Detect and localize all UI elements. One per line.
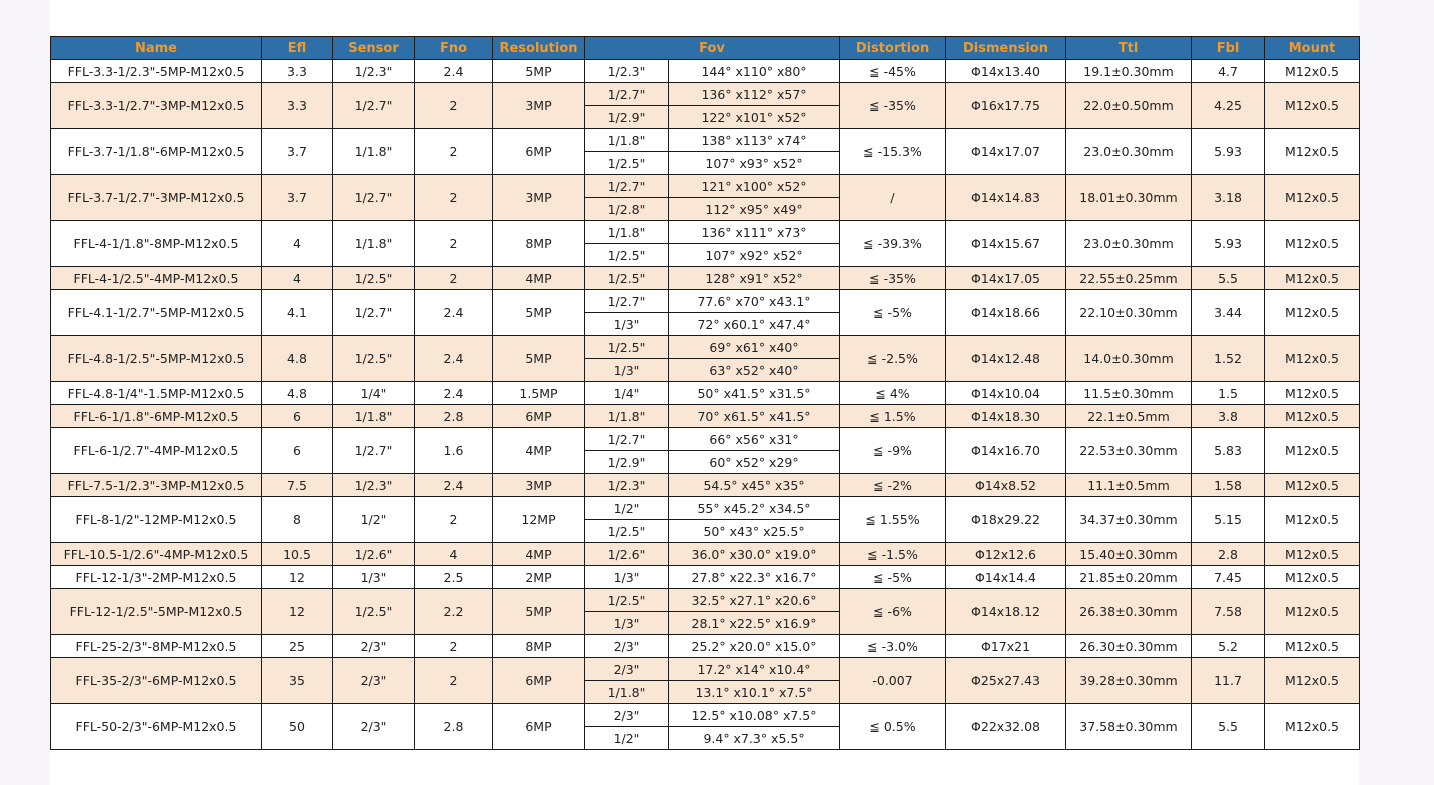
cell-fov-sensor: 2/3" (585, 658, 669, 681)
cell-distortion: ≦ -15.3% (840, 129, 946, 175)
cell-ttl: 22.1±0.5mm (1066, 405, 1192, 428)
cell-fbl: 7.58 (1192, 589, 1265, 635)
cell-fov-sensor: 1/1.8" (585, 221, 669, 244)
cell-fov-sensor: 1/2.7" (585, 428, 669, 451)
cell-fov-sensor: 1/2.6" (585, 543, 669, 566)
cell-fov-angles: 107° x92° x52° (669, 244, 840, 267)
table-row (51, 336, 1360, 359)
cell-fno: 2.4 (415, 290, 493, 336)
cell-fov-sensor: 1/3" (585, 313, 669, 336)
cell-fbl: 4.25 (1192, 83, 1265, 129)
cell-fno: 4 (415, 543, 493, 566)
cell-mount: M12x0.5 (1265, 267, 1360, 290)
cell-mount: M12x0.5 (1265, 704, 1360, 750)
cell-fov-angles: 13.1° x10.1° x7.5° (669, 681, 840, 704)
cell-dismension: Φ22x32.08 (946, 704, 1066, 750)
cell-fbl: 3.8 (1192, 405, 1265, 428)
cell-fov-sensor: 1/4" (585, 382, 669, 405)
cell-efl: 50 (262, 704, 333, 750)
cell-mount: M12x0.5 (1265, 589, 1360, 635)
cell-ttl: 11.1±0.5mm (1066, 474, 1192, 497)
cell-distortion: ≦ -39.3% (840, 221, 946, 267)
cell-distortion: -0.007 (840, 658, 946, 704)
cell-fbl: 5.93 (1192, 221, 1265, 267)
cell-name: FFL-8-1/2"-12MP-M12x0.5 (51, 497, 262, 543)
cell-name: FFL-12-1/2.5"-5MP-M12x0.5 (51, 589, 262, 635)
cell-mount: M12x0.5 (1265, 566, 1360, 589)
cell-name: FFL-25-2/3"-8MP-M12x0.5 (51, 635, 262, 658)
cell-fov-sensor: 1/2.5" (585, 336, 669, 359)
cell-efl: 8 (262, 497, 333, 543)
cell-fno: 2.8 (415, 704, 493, 750)
cell-fno: 2 (415, 658, 493, 704)
table-row (51, 83, 1360, 106)
table-row (51, 382, 1360, 405)
cell-resolution: 5MP (493, 60, 585, 83)
cell-fov-angles: 50° x43° x25.5° (669, 520, 840, 543)
cell-sensor: 2/3" (333, 635, 415, 658)
cell-sensor: 1/2.5" (333, 589, 415, 635)
cell-fov-sensor: 1/3" (585, 566, 669, 589)
cell-efl: 6 (262, 428, 333, 474)
cell-name: FFL-4-1/1.8"-8MP-M12x0.5 (51, 221, 262, 267)
cell-resolution: 3MP (493, 83, 585, 129)
cell-dismension: Φ14x17.07 (946, 129, 1066, 175)
cell-fov-angles: 77.6° x70° x43.1° (669, 290, 840, 313)
cell-ttl: 34.37±0.30mm (1066, 497, 1192, 543)
cell-fov-sensor: 1/1.8" (585, 129, 669, 152)
cell-fov-angles: 144° x110° x80° (669, 60, 840, 83)
cell-ttl: 26.30±0.30mm (1066, 635, 1192, 658)
cell-ttl: 39.28±0.30mm (1066, 658, 1192, 704)
table-row (51, 290, 1360, 313)
cell-ttl: 23.0±0.30mm (1066, 221, 1192, 267)
cell-mount: M12x0.5 (1265, 658, 1360, 704)
cell-mount: M12x0.5 (1265, 336, 1360, 382)
cell-fbl: 2.8 (1192, 543, 1265, 566)
cell-fbl: 5.93 (1192, 129, 1265, 175)
table-row (51, 589, 1360, 612)
cell-fno: 2.4 (415, 336, 493, 382)
cell-fno: 2 (415, 635, 493, 658)
cell-name: FFL-50-2/3"-6MP-M12x0.5 (51, 704, 262, 750)
cell-name: FFL-3.3-1/2.7"-3MP-M12x0.5 (51, 83, 262, 129)
cell-fov-angles: 32.5° x27.1° x20.6° (669, 589, 840, 612)
cell-fov-angles: 136° x112° x57° (669, 83, 840, 106)
cell-name: FFL-3.3-1/2.3"-5MP-M12x0.5 (51, 60, 262, 83)
lens-spec-table (50, 36, 1360, 750)
table-header-row (51, 37, 1360, 60)
cell-fbl: 3.18 (1192, 175, 1265, 221)
cell-name: FFL-6-1/2.7"-4MP-M12x0.5 (51, 428, 262, 474)
cell-efl: 6 (262, 405, 333, 428)
table-row (51, 267, 1360, 290)
cell-name: FFL-3.7-1/1.8"-6MP-M12x0.5 (51, 129, 262, 175)
cell-fov-angles: 122° x101° x52° (669, 106, 840, 129)
cell-sensor: 1/2.3" (333, 60, 415, 83)
table-row (51, 704, 1360, 727)
cell-ttl: 18.01±0.30mm (1066, 175, 1192, 221)
cell-fbl: 5.2 (1192, 635, 1265, 658)
cell-fno: 2 (415, 267, 493, 290)
header-efl: Efl (262, 37, 333, 60)
cell-resolution: 12MP (493, 497, 585, 543)
header-mount: Mount (1265, 37, 1360, 60)
cell-dismension: Φ14x10.04 (946, 382, 1066, 405)
cell-name: FFL-7.5-1/2.3"-3MP-M12x0.5 (51, 474, 262, 497)
cell-ttl: 19.1±0.30mm (1066, 60, 1192, 83)
cell-name: FFL-6-1/1.8"-6MP-M12x0.5 (51, 405, 262, 428)
cell-distortion: ≦ -9% (840, 428, 946, 474)
cell-sensor: 2/3" (333, 658, 415, 704)
cell-sensor: 1/2" (333, 497, 415, 543)
cell-dismension: Φ14x15.67 (946, 221, 1066, 267)
cell-fno: 2.2 (415, 589, 493, 635)
cell-name: FFL-12-1/3"-2MP-M12x0.5 (51, 566, 262, 589)
cell-fov-sensor: 1/2.5" (585, 244, 669, 267)
cell-fno: 2.4 (415, 474, 493, 497)
cell-sensor: 1/1.8" (333, 221, 415, 267)
cell-efl: 4.8 (262, 336, 333, 382)
cell-resolution: 4MP (493, 543, 585, 566)
cell-sensor: 1/2.7" (333, 83, 415, 129)
cell-ttl: 21.85±0.20mm (1066, 566, 1192, 589)
cell-fov-sensor: 1/2.5" (585, 589, 669, 612)
cell-distortion: ≦ -2% (840, 474, 946, 497)
cell-fov-sensor: 1/3" (585, 359, 669, 382)
cell-distortion: ≦ -5% (840, 566, 946, 589)
cell-dismension: Φ14x17.05 (946, 267, 1066, 290)
cell-resolution: 6MP (493, 704, 585, 750)
cell-dismension: Φ14x14.83 (946, 175, 1066, 221)
cell-mount: M12x0.5 (1265, 405, 1360, 428)
cell-resolution: 3MP (493, 175, 585, 221)
cell-fov-sensor: 1/2.8" (585, 198, 669, 221)
cell-distortion: ≦ -1.5% (840, 543, 946, 566)
cell-fov-sensor: 1/2.3" (585, 474, 669, 497)
cell-dismension: Φ12x12.6 (946, 543, 1066, 566)
cell-name: FFL-4.1-1/2.7"-5MP-M12x0.5 (51, 290, 262, 336)
cell-fno: 2 (415, 129, 493, 175)
cell-resolution: 8MP (493, 221, 585, 267)
cell-resolution: 5MP (493, 336, 585, 382)
cell-efl: 7.5 (262, 474, 333, 497)
cell-efl: 35 (262, 658, 333, 704)
cell-resolution: 5MP (493, 589, 585, 635)
cell-sensor: 1/1.8" (333, 129, 415, 175)
cell-fov-sensor: 1/2.5" (585, 520, 669, 543)
cell-sensor: 1/2.7" (333, 290, 415, 336)
table-row (51, 221, 1360, 244)
cell-fov-sensor: 1/1.8" (585, 681, 669, 704)
cell-dismension: Φ14x12.48 (946, 336, 1066, 382)
cell-efl: 4.8 (262, 382, 333, 405)
cell-ttl: 15.40±0.30mm (1066, 543, 1192, 566)
header-name: Name (51, 37, 262, 60)
cell-fov-sensor: 1/2.7" (585, 290, 669, 313)
cell-sensor: 1/1.8" (333, 405, 415, 428)
cell-fbl: 1.5 (1192, 382, 1265, 405)
table-row (51, 175, 1360, 198)
cell-efl: 10.5 (262, 543, 333, 566)
cell-ttl: 23.0±0.30mm (1066, 129, 1192, 175)
cell-dismension: Φ14x16.70 (946, 428, 1066, 474)
cell-ttl: 14.0±0.30mm (1066, 336, 1192, 382)
cell-mount: M12x0.5 (1265, 221, 1360, 267)
cell-resolution: 6MP (493, 658, 585, 704)
cell-dismension: Φ14x18.66 (946, 290, 1066, 336)
cell-mount: M12x0.5 (1265, 83, 1360, 129)
cell-sensor: 1/2.6" (333, 543, 415, 566)
table-row (51, 543, 1360, 566)
cell-fbl: 5.83 (1192, 428, 1265, 474)
cell-fno: 1.6 (415, 428, 493, 474)
cell-fov-angles: 136° x111° x73° (669, 221, 840, 244)
cell-fov-sensor: 1/2.5" (585, 267, 669, 290)
cell-efl: 4 (262, 267, 333, 290)
cell-fov-angles: 36.0° x30.0° x19.0° (669, 543, 840, 566)
cell-distortion: ≦ -6% (840, 589, 946, 635)
cell-fov-sensor: 1/2.9" (585, 106, 669, 129)
cell-mount: M12x0.5 (1265, 635, 1360, 658)
header-fov: Fov (585, 37, 840, 60)
cell-fov-angles: 9.4° x7.3° x5.5° (669, 727, 840, 750)
table-row (51, 428, 1360, 451)
cell-ttl: 22.0±0.50mm (1066, 83, 1192, 129)
cell-ttl: 22.10±0.30mm (1066, 290, 1192, 336)
cell-sensor: 1/2.3" (333, 474, 415, 497)
cell-fov-angles: 54.5° x45° x35° (669, 474, 840, 497)
table-body (51, 60, 1360, 750)
cell-distortion: ≦ -3.0% (840, 635, 946, 658)
table-row (51, 60, 1360, 83)
cell-fov-angles: 66° x56° x31° (669, 428, 840, 451)
cell-ttl: 11.5±0.30mm (1066, 382, 1192, 405)
cell-resolution: 8MP (493, 635, 585, 658)
cell-mount: M12x0.5 (1265, 428, 1360, 474)
cell-efl: 12 (262, 566, 333, 589)
cell-ttl: 37.58±0.30mm (1066, 704, 1192, 750)
cell-fov-angles: 60° x52° x29° (669, 451, 840, 474)
cell-sensor: 1/2.5" (333, 267, 415, 290)
cell-ttl: 22.53±0.30mm (1066, 428, 1192, 474)
cell-fno: 2.5 (415, 566, 493, 589)
cell-sensor: 1/2.7" (333, 428, 415, 474)
header-ttl: Ttl (1066, 37, 1192, 60)
header-distortion: Distortion (840, 37, 946, 60)
cell-fbl: 3.44 (1192, 290, 1265, 336)
cell-fbl: 5.15 (1192, 497, 1265, 543)
cell-efl: 25 (262, 635, 333, 658)
cell-fno: 2.4 (415, 382, 493, 405)
cell-dismension: Φ14x13.40 (946, 60, 1066, 83)
cell-fov-angles: 17.2° x14° x10.4° (669, 658, 840, 681)
cell-name: FFL-3.7-1/2.7"-3MP-M12x0.5 (51, 175, 262, 221)
cell-fov-angles: 28.1° x22.5° x16.9° (669, 612, 840, 635)
cell-fbl: 1.58 (1192, 474, 1265, 497)
cell-resolution: 6MP (493, 405, 585, 428)
cell-efl: 12 (262, 589, 333, 635)
cell-fno: 2 (415, 221, 493, 267)
cell-fov-angles: 128° x91° x52° (669, 267, 840, 290)
cell-mount: M12x0.5 (1265, 60, 1360, 83)
cell-fno: 2.4 (415, 60, 493, 83)
cell-fov-sensor: 1/2" (585, 497, 669, 520)
cell-name: FFL-4.8-1/2.5"-5MP-M12x0.5 (51, 336, 262, 382)
table-row (51, 497, 1360, 520)
cell-fno: 2 (415, 497, 493, 543)
cell-fov-angles: 70° x61.5° x41.5° (669, 405, 840, 428)
cell-ttl: 22.55±0.25mm (1066, 267, 1192, 290)
cell-efl: 3.3 (262, 83, 333, 129)
cell-distortion: ≦ -2.5% (840, 336, 946, 382)
cell-sensor: 1/3" (333, 566, 415, 589)
cell-sensor: 1/2.5" (333, 336, 415, 382)
cell-mount: M12x0.5 (1265, 497, 1360, 543)
table-row (51, 635, 1360, 658)
cell-sensor: 1/2.7" (333, 175, 415, 221)
cell-fno: 2.8 (415, 405, 493, 428)
cell-efl: 4 (262, 221, 333, 267)
header-fbl: Fbl (1192, 37, 1265, 60)
cell-efl: 3.7 (262, 175, 333, 221)
table-row (51, 566, 1360, 589)
cell-fov-angles: 50° x41.5° x31.5° (669, 382, 840, 405)
cell-dismension: Φ16x17.75 (946, 83, 1066, 129)
cell-fbl: 1.52 (1192, 336, 1265, 382)
cell-fbl: 5.5 (1192, 704, 1265, 750)
cell-name: FFL-4-1/2.5"-4MP-M12x0.5 (51, 267, 262, 290)
cell-resolution: 3MP (493, 474, 585, 497)
cell-efl: 3.3 (262, 60, 333, 83)
cell-dismension: Φ14x14.4 (946, 566, 1066, 589)
header-resolution: Resolution (493, 37, 585, 60)
cell-resolution: 4MP (493, 428, 585, 474)
header-dismension: Dismension (946, 37, 1066, 60)
cell-fov-angles: 121° x100° x52° (669, 175, 840, 198)
cell-name: FFL-35-2/3"-6MP-M12x0.5 (51, 658, 262, 704)
cell-fov-angles: 63° x52° x40° (669, 359, 840, 382)
cell-fbl: 11.7 (1192, 658, 1265, 704)
cell-fbl: 5.5 (1192, 267, 1265, 290)
cell-sensor: 2/3" (333, 704, 415, 750)
table-row (51, 129, 1360, 152)
cell-mount: M12x0.5 (1265, 175, 1360, 221)
cell-resolution: 4MP (493, 267, 585, 290)
cell-fov-sensor: 1/2.5" (585, 152, 669, 175)
cell-resolution: 2MP (493, 566, 585, 589)
cell-distortion: ≦ -35% (840, 267, 946, 290)
cell-fbl: 7.45 (1192, 566, 1265, 589)
cell-mount: M12x0.5 (1265, 382, 1360, 405)
cell-efl: 3.7 (262, 129, 333, 175)
header-sensor: Sensor (333, 37, 415, 60)
cell-fov-sensor: 2/3" (585, 635, 669, 658)
cell-distortion: ≦ 1.5% (840, 405, 946, 428)
table-row (51, 405, 1360, 428)
cell-resolution: 5MP (493, 290, 585, 336)
cell-dismension: Φ25x27.43 (946, 658, 1066, 704)
cell-distortion: ≦ 4% (840, 382, 946, 405)
cell-distortion: ≦ 1.55% (840, 497, 946, 543)
cell-fov-angles: 25.2° x20.0° x15.0° (669, 635, 840, 658)
cell-dismension: Φ14x18.30 (946, 405, 1066, 428)
cell-mount: M12x0.5 (1265, 474, 1360, 497)
cell-resolution: 6MP (493, 129, 585, 175)
cell-fov-sensor: 1/2.9" (585, 451, 669, 474)
cell-fov-sensor: 1/2.7" (585, 175, 669, 198)
cell-fov-angles: 12.5° x10.08° x7.5° (669, 704, 840, 727)
cell-efl: 4.1 (262, 290, 333, 336)
cell-distortion: ≦ 0.5% (840, 704, 946, 750)
cell-fov-angles: 138° x113° x74° (669, 129, 840, 152)
header-fno: Fno (415, 37, 493, 60)
cell-dismension: Φ18x29.22 (946, 497, 1066, 543)
cell-dismension: Φ14x18.12 (946, 589, 1066, 635)
cell-fov-sensor: 1/2.7" (585, 83, 669, 106)
cell-distortion: / (840, 175, 946, 221)
cell-dismension: Φ17x21 (946, 635, 1066, 658)
cell-fov-angles: 72° x60.1° x47.4° (669, 313, 840, 336)
table-row (51, 474, 1360, 497)
cell-resolution: 1.5MP (493, 382, 585, 405)
cell-fov-sensor: 1/2.3" (585, 60, 669, 83)
cell-fov-angles: 27.8° x22.3° x16.7° (669, 566, 840, 589)
cell-ttl: 26.38±0.30mm (1066, 589, 1192, 635)
cell-mount: M12x0.5 (1265, 543, 1360, 566)
cell-fno: 2 (415, 83, 493, 129)
cell-fov-angles: 55° x45.2° x34.5° (669, 497, 840, 520)
cell-name: FFL-10.5-1/2.6"-4MP-M12x0.5 (51, 543, 262, 566)
cell-distortion: ≦ -5% (840, 290, 946, 336)
cell-mount: M12x0.5 (1265, 129, 1360, 175)
cell-fov-sensor: 1/1.8" (585, 405, 669, 428)
table-row (51, 658, 1360, 681)
cell-fov-sensor: 1/3" (585, 612, 669, 635)
cell-distortion: ≦ -35% (840, 83, 946, 129)
cell-fbl: 4.7 (1192, 60, 1265, 83)
cell-name: FFL-4.8-1/4"-1.5MP-M12x0.5 (51, 382, 262, 405)
cell-fov-angles: 112° x95° x49° (669, 198, 840, 221)
cell-sensor: 1/4" (333, 382, 415, 405)
cell-fov-angles: 107° x93° x52° (669, 152, 840, 175)
cell-fov-sensor: 1/2" (585, 727, 669, 750)
cell-fov-sensor: 2/3" (585, 704, 669, 727)
cell-fov-angles: 69° x61° x40° (669, 336, 840, 359)
cell-mount: M12x0.5 (1265, 290, 1360, 336)
cell-fno: 2 (415, 175, 493, 221)
cell-distortion: ≦ -45% (840, 60, 946, 83)
cell-dismension: Φ14x8.52 (946, 474, 1066, 497)
